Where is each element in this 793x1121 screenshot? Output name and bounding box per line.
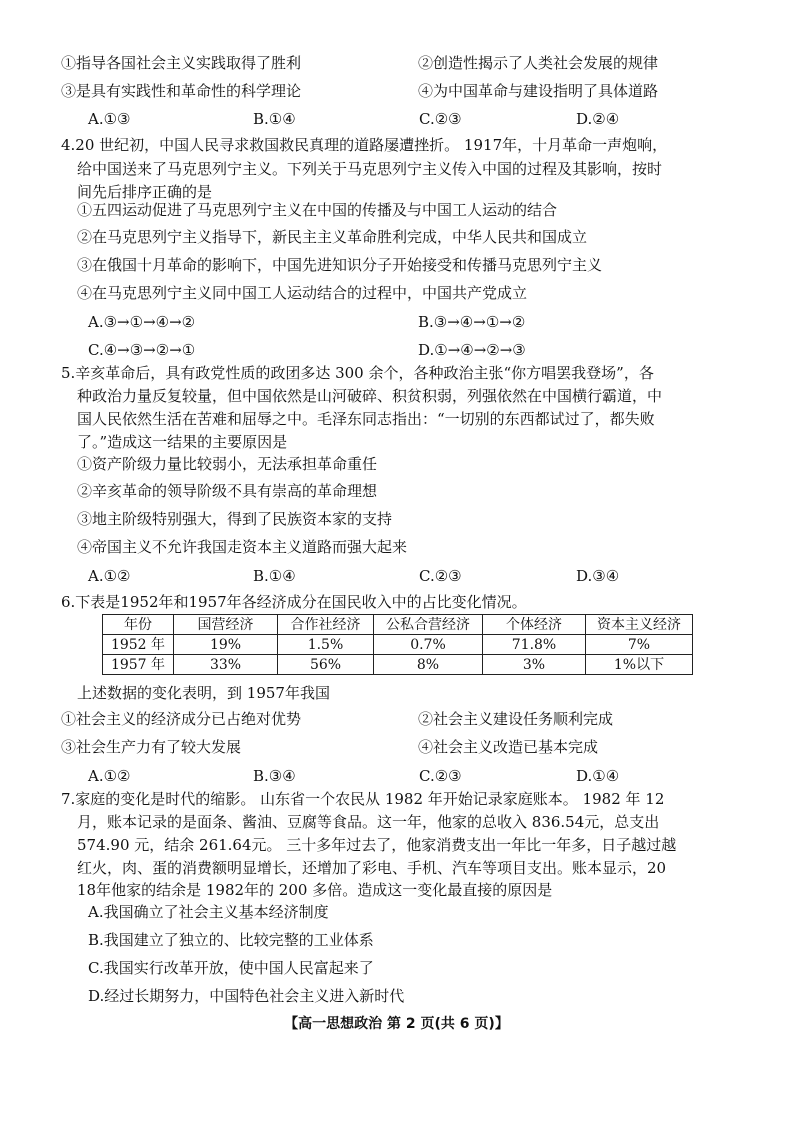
q7-stem-line-4: 红火，肉、蛋的消费额明显增长，还增加了彩电、手机、汽车等项目支出。账本显示，20 [77, 859, 667, 877]
income-share-table [102, 614, 693, 675]
q5-stem-line-2: 种政治力量反复较量，但中国依然是山河破碎、积贫积弱，列强依然在中国横行霸道，中 [77, 387, 663, 405]
q6-statement-1: ①社会主义的经济成分已占绝对优势 [61, 710, 302, 728]
option-c: C.②③ [419, 110, 462, 128]
q4-statement-2: ②在马克思列宁主义指导下，新民主主义革命胜利完成，中华人民共和国成立 [77, 228, 588, 246]
q4-stem-line-1: 4.20 世纪初，中国人民寻求救国救民真理的道路屡遭挫折。 1917年，十月革命一声炮响， [61, 136, 668, 154]
table-header-cell: 年份 [103, 615, 174, 635]
q6-statement-2: ②社会主义建设任务顺利完成 [418, 710, 614, 728]
q5-option-a: A.①② [88, 567, 131, 585]
q6-option-c: C.②③ [419, 767, 462, 785]
table-cell: 71.8% [483, 635, 586, 655]
q7-stem-line-3: 574.90 元，结余 261.64元。 三十多年过去了，他家消费支出一年比一年多，日子越过越 [77, 836, 677, 854]
q5-statement-4: ④帝国主义不允许我国走资本主义道路而强大起来 [77, 538, 408, 556]
table-cell: 0.7% [374, 635, 483, 655]
q6-lead: 上述数据的变化表明，到 1957年我国 [77, 684, 330, 702]
table-cell: 19% [174, 635, 278, 655]
table-cell: 56% [278, 655, 374, 675]
q7-option-d: D.经过长期努力，中国特色社会主义进入新时代 [88, 987, 405, 1005]
q7-stem-line-5: 18年他家的结余是 1982年的 200 多倍。造成这一变化最直接的原因是 [77, 881, 553, 899]
q4-stem-line-2: 给中国送来了马克思列宁主义。下列关于马克思列宁主义传入中国的过程及其影响，按时 [77, 160, 663, 178]
table-cell: 3% [483, 655, 586, 675]
q6-statement-4: ④社会主义改造已基本完成 [418, 738, 599, 756]
q6-option-a: A.①② [88, 767, 131, 785]
q6-option-d: D.①④ [576, 767, 620, 785]
table-header-row [103, 615, 693, 635]
q4-stem-line-3: 间先后排序正确的是 [77, 183, 213, 201]
q6-stem: 6.下表是1952年和1957年各经济成分在国民收入中的占比变化情况。 [61, 593, 527, 611]
q5-statement-1: ①资产阶级力量比较弱小，无法承担革命重任 [77, 455, 378, 473]
page-footer: 【高一思想政治 第 2 页(共 6 页)】 [284, 1016, 509, 1032]
q5-stem-line-1: 5.辛亥革命后，具有政党性质的政团多达 300 余个，各种政治主张“你方唱罢我登场”，各 [61, 364, 654, 382]
q5-option-c: C.②③ [419, 567, 462, 585]
q4-statement-4: ④在马克思列宁主义同中国工人运动结合的过程中，中国共产党成立 [77, 284, 528, 302]
q5-stem-line-3: 国人民依然生活在苦难和屈辱之中。毛泽东同志指出：“一切别的东西都试过了，都失败 [77, 410, 655, 428]
q7-option-a: A.我国确立了社会主义基本经济制度 [88, 903, 329, 921]
option-b: B.①④ [253, 110, 296, 128]
table-header-cell: 合作社经济 [278, 615, 374, 635]
table-header-cell: 资本主义经济 [586, 615, 693, 635]
q6-option-b: B.③④ [253, 767, 296, 785]
statement-3: ③是具有实践性和革命性的科学理论 [61, 82, 302, 100]
table-cell: 1%以下 [586, 655, 693, 675]
table-header-cell: 国营经济 [174, 615, 278, 635]
q7-option-c: C.我国实行改革开放，使中国人民富起来了 [88, 959, 374, 977]
q5-option-d: D.③④ [576, 567, 620, 585]
statement-2: ②创造性揭示了人类社会发展的规律 [418, 54, 659, 72]
q6-statement-3: ③社会生产力有了较大发展 [61, 738, 242, 756]
table-row [103, 655, 693, 675]
q5-statement-3: ③地主阶级特别强大，得到了民族资本家的支持 [77, 510, 393, 528]
q5-stem-line-4: 了。”造成这一结果的主要原因是 [77, 433, 288, 451]
q4-option-c: C.④→③→②→① [88, 341, 196, 359]
option-a: A.①③ [88, 110, 131, 128]
table-cell: 33% [174, 655, 278, 675]
q4-option-b: B.③→④→①→② [418, 313, 526, 331]
q4-statement-3: ③在俄国十月革命的影响下，中国先进知识分子开始接受和传播马克思列宁主义 [77, 256, 603, 274]
statement-4: ④为中国革命与建设指明了具体道路 [418, 82, 659, 100]
q7-stem-line-2: 月，账本记录的是面条、酱油、豆腐等食品。这一年，他家的总收入 836.54元，总支出 [77, 813, 660, 831]
table-cell: 1957 年 [103, 655, 174, 675]
q7-stem-line-1: 7.家庭的变化是时代的缩影。 山东省一个农民从 1982 年开始记录家庭账本。 1982 年 12 [61, 790, 665, 808]
table-cell: 7% [586, 635, 693, 655]
q4-option-d: D.①→④→②→③ [418, 341, 526, 359]
q4-statement-1: ①五四运动促进了马克思列宁主义在中国的传播及与中国工人运动的结合 [77, 201, 558, 219]
q5-option-b: B.①④ [253, 567, 296, 585]
table-header-cell: 公私合营经济 [374, 615, 483, 635]
q5-statement-2: ②辛亥革命的领导阶级不具有崇高的革命理想 [77, 482, 378, 500]
table-row [103, 635, 693, 655]
table-cell: 8% [374, 655, 483, 675]
table-cell: 1952 年 [103, 635, 174, 655]
table-cell: 1.5% [278, 635, 374, 655]
option-d: D.②④ [576, 110, 620, 128]
table-header-cell: 个体经济 [483, 615, 586, 635]
statement-1: ①指导各国社会主义实践取得了胜利 [61, 54, 302, 72]
q4-option-a: A.③→①→④→② [88, 313, 196, 331]
q7-option-b: B.我国建立了独立的、比较完整的工业体系 [88, 931, 374, 949]
